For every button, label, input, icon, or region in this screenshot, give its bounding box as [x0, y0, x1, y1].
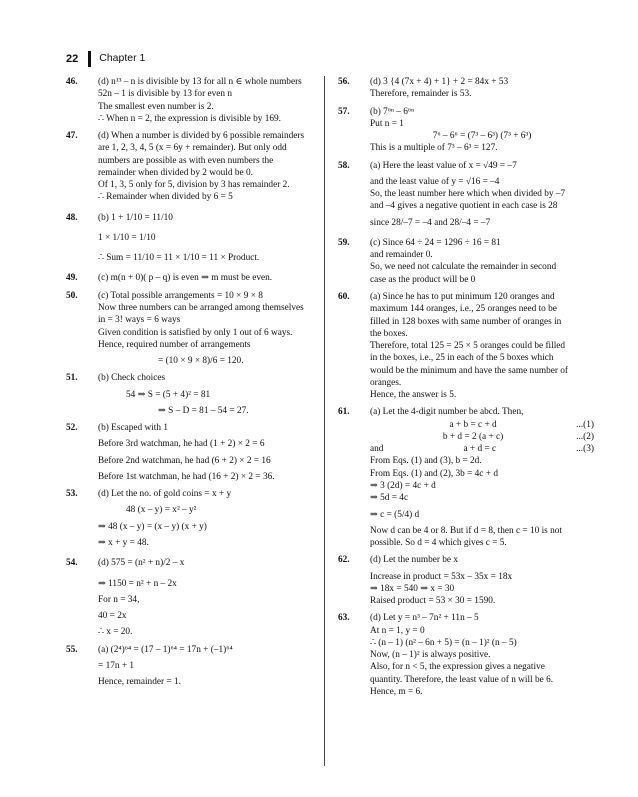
solution-line: ∴ Sum = 11/10 = 11 × 1/10 = 11 × Product.: [98, 253, 260, 264]
solution-line: (d) Let the no. of gold coins = x + y: [98, 489, 232, 500]
solution-line: 52n – 1 is divisible by 13 for even n: [98, 89, 233, 100]
solution-line: the boxes.: [370, 328, 408, 339]
solution-line: 7⁶ – 6⁶ = (7³ – 6³) (7³ + 6³): [432, 131, 532, 142]
solution-line: filled in 128 boxes with same number of oranges in: [370, 316, 562, 327]
page-number: 22: [66, 52, 79, 65]
solution-line: in the boxes, i.e., 25 in each of the 5 boxes which: [370, 353, 554, 364]
solution-62: [338, 554, 594, 607]
solution-line: From Eqs. (1) and (3), b = 2d.: [370, 456, 482, 467]
solution-line: (c) m(n + 0)( p – q) is even ⇒ m must be even.: [98, 273, 273, 284]
solution-line: (b) Escaped with 1: [98, 423, 168, 434]
solution-51: [66, 372, 310, 417]
solution-line: Before 2nd watchman, he had (6 + 2) × 2 = 16: [98, 455, 271, 466]
solution-60: [338, 291, 594, 401]
solution-line: ⇒ 1150 = n² + n – 2x: [98, 578, 177, 589]
solution-line: Therefore, total 125 = 25 × 5 oranges could be filled: [370, 341, 566, 352]
solution-line: (d) Let the number be x: [370, 555, 459, 566]
solution-line: (a) Since he has to put minimum 120 oranges and: [370, 291, 555, 302]
solution-line: oranges.: [370, 377, 402, 388]
solution-46: [66, 76, 310, 125]
solution-57: [338, 106, 594, 155]
equation-tag: ...(2): [576, 431, 594, 442]
solution-54: [66, 557, 310, 638]
solution-line: (b) 7⁶ⁿ – 6⁶ⁿ: [370, 106, 415, 117]
header-bar: [88, 51, 91, 67]
solution-line: (d) 575 = (n² + n)/2 – x: [98, 558, 185, 569]
solution-line: From Eqs. (1) and (2), 3b = 4c + d: [370, 468, 498, 479]
solution-line: This is a multiple of 7³ – 6³ = 127.: [370, 143, 498, 154]
question-number: 53.: [66, 489, 78, 500]
solution-line: possible. So d = 4 which gives c = 5.: [370, 538, 507, 549]
column-divider: [324, 76, 325, 766]
solution-63: [338, 612, 594, 698]
solution-line: Hence, m = 6.: [370, 686, 423, 697]
solution-line: numbers are possible as with even numbers the: [98, 155, 274, 166]
solution-line: 48 (x – y) = x² – y²: [126, 505, 197, 516]
question-number: 48.: [66, 212, 78, 223]
solution-line: (c) Total possible arrangements = 10 × 9 × 8: [98, 290, 263, 301]
solution-53: [66, 488, 310, 549]
solution-line: So, we need not calculate the remainder in second: [370, 262, 557, 273]
solution-line: and –4 gives a negative quotient in each case is 28: [370, 201, 558, 212]
solution-line: Before 1st watchman, he had (16 + 2) × 2 = 36.: [98, 471, 275, 482]
question-number: 51.: [66, 373, 78, 384]
solution-61: [338, 406, 594, 549]
solution-line: (c) Since 64 ÷ 24 = 1296 ÷ 16 = 81: [370, 237, 501, 248]
solution-line: Hence, the answer is 5.: [370, 390, 457, 401]
question-number: 60.: [338, 291, 350, 302]
solution-line: (a) Here the least value of x = √49 = –7: [370, 160, 517, 171]
chapter-title: Chapter 1: [99, 52, 146, 65]
solution-line: Therefore, remainder is 53.: [370, 89, 472, 100]
question-number: 47.: [66, 131, 78, 142]
question-number: 50.: [66, 290, 78, 301]
question-number: 58.: [338, 160, 350, 171]
question-number: 57.: [338, 106, 350, 117]
solution-56: [338, 76, 594, 101]
solution-line: Raised product = 53 × 30 = 1590.: [370, 596, 496, 607]
question-number: 62.: [338, 555, 350, 566]
solution-line: since 28/–7 = –4 and 28/–4 = –7: [370, 217, 491, 228]
equation-row: [370, 419, 594, 431]
solution-line: maximum 144 oranges, i.e., 25 oranges need to be: [370, 304, 557, 315]
solution-line: (d) n¹³ – n is divisible by 13 for all n ∈ whole numbers: [98, 77, 302, 87]
question-number: 55.: [66, 644, 78, 655]
solution-line: are 1, 2, 3, 4, 5 (x = 6y + remainder). But only odd: [98, 143, 287, 154]
solution-line: quantity. Therefore, the least value of n will be 6.: [370, 674, 554, 685]
solution-line: Now, (n – 1)² is always positive.: [370, 650, 491, 661]
equation: a + d = c: [463, 444, 497, 455]
solution-line: (d) 3 {4 (7x + 4) + 1} + 2 = 84x + 53: [370, 77, 509, 87]
equation-tag: ...(1): [576, 419, 594, 430]
solution-47: [66, 130, 310, 204]
solution-line: = 17n + 1: [98, 660, 135, 671]
solution-line: 40 = 2x: [98, 611, 127, 622]
solution-line: ⇒ 5d = 4c: [370, 493, 409, 504]
solution-49: [66, 272, 310, 284]
page-header: [66, 50, 145, 68]
solution-line: Now d can be 4 or 8. But if d = 8, then c = 10 is not: [370, 525, 563, 536]
solution-line: So, the least number here which when divided by –7: [370, 189, 566, 200]
question-number: 59.: [338, 237, 350, 248]
solution-line: The smallest even number is 2.: [98, 101, 214, 112]
solution-line: Given condition is satisfied by only 1 out of 6 ways.: [98, 327, 293, 338]
solution-52: [66, 422, 310, 483]
solution-line: ⇒ c = (5/4) d: [370, 509, 420, 520]
solution-line: in = 3! ways = 6 ways: [98, 315, 181, 326]
solution-line: Before 3rd watchman, he had (1 + 2) × 2 = 6: [98, 439, 265, 450]
solution-line: (b) 1 + 1/10 = 11/10: [98, 212, 173, 223]
solution-line: ∴ x = 20.: [98, 627, 133, 638]
left-column: [66, 76, 310, 693]
solution-line: 54 ⇒ S = (5 + 4)² = 81: [126, 389, 211, 400]
question-number: 63.: [338, 613, 350, 624]
right-column: [338, 76, 594, 703]
equation: a + b = c + d: [449, 419, 497, 430]
solution-55: [66, 644, 310, 689]
solution-line: (b) Check choices: [98, 373, 166, 384]
and-word: and: [370, 444, 384, 455]
solution-line: ∴ When n = 2, the expression is divisible by 169.: [98, 113, 281, 124]
solution-line: Of 1, 3, 5 only for 5, division by 3 has remainder 2.: [98, 180, 290, 191]
solution-48: [66, 212, 310, 265]
solution-line: = (10 × 9 × 8)/6 = 120.: [158, 356, 244, 367]
solution-line: and remainder 0.: [370, 250, 433, 261]
solution-line: ⇒ x + y = 48.: [98, 537, 149, 548]
solution-line: ⇒ 18x = 540 ⇒ x = 30: [370, 583, 455, 594]
solution-line: 1 × 1/10 = 1/10: [98, 232, 156, 243]
equation-row: [370, 431, 594, 443]
solution-line: (d) When a number is divided by 6 possible remainders: [98, 131, 305, 142]
solution-line: Also, for n < 5, the expression gives a negative: [370, 662, 545, 673]
solution-line: Put n = 1: [370, 118, 404, 129]
question-number: 56.: [338, 77, 350, 87]
solution-line: Increase in product = 53x – 35x = 18x: [370, 571, 513, 582]
solution-line: case as the product will be 0: [370, 274, 476, 285]
solution-line: ⇒ 48 (x – y) = (x – y) (x + y): [98, 521, 207, 532]
solution-line: Hence, required number of arrangements: [98, 339, 251, 350]
solution-line: ∴ (n – 1) (n² – 6n + 5) = (n – 1)² (n – 5): [370, 637, 517, 648]
question-number: 52.: [66, 423, 78, 434]
solution-line: (d) Let y = n³ – 7n² + 11n – 5: [370, 613, 479, 624]
solution-line: would be the minimum and have the same number of: [370, 365, 569, 376]
equation-tag: ...(3): [576, 444, 594, 455]
solution-line: ∴ Remainder when divided by 6 = 5: [98, 192, 233, 203]
solution-59: [338, 237, 594, 286]
question-number: 46.: [66, 77, 78, 87]
solution-line: At n = 1, y = 0: [370, 625, 425, 636]
equation-row: [370, 443, 594, 455]
solution-58: [338, 160, 594, 229]
solution-50: [66, 290, 310, 368]
solution-line: Now three numbers can be arranged among themselves: [98, 302, 304, 313]
solution-line: (a) (2⁴)⁶⁴ = (17 – 1)⁶⁴ = 17n + (–1)⁶⁴: [98, 644, 233, 655]
equation: b + d = 2 (a + c): [442, 431, 504, 442]
solution-line: ⇒ S – D = 81 – 54 = 27.: [158, 405, 249, 416]
solution-line: For n = 34,: [98, 594, 140, 605]
solution-line: and the least value of y = √16 = –4: [370, 176, 500, 187]
solution-line: remainder when divided by 2 would be 0.: [98, 167, 253, 178]
question-number: 49.: [66, 273, 78, 284]
solution-line: ⇒ 3 (2d) = 4c + d: [370, 480, 436, 491]
solution-line: Hence, remainder = 1.: [98, 677, 181, 688]
question-number: 61.: [338, 407, 350, 418]
question-number: 54.: [66, 558, 78, 569]
solution-line: (a) Let the 4-digit number be abcd. Then,: [370, 407, 524, 418]
